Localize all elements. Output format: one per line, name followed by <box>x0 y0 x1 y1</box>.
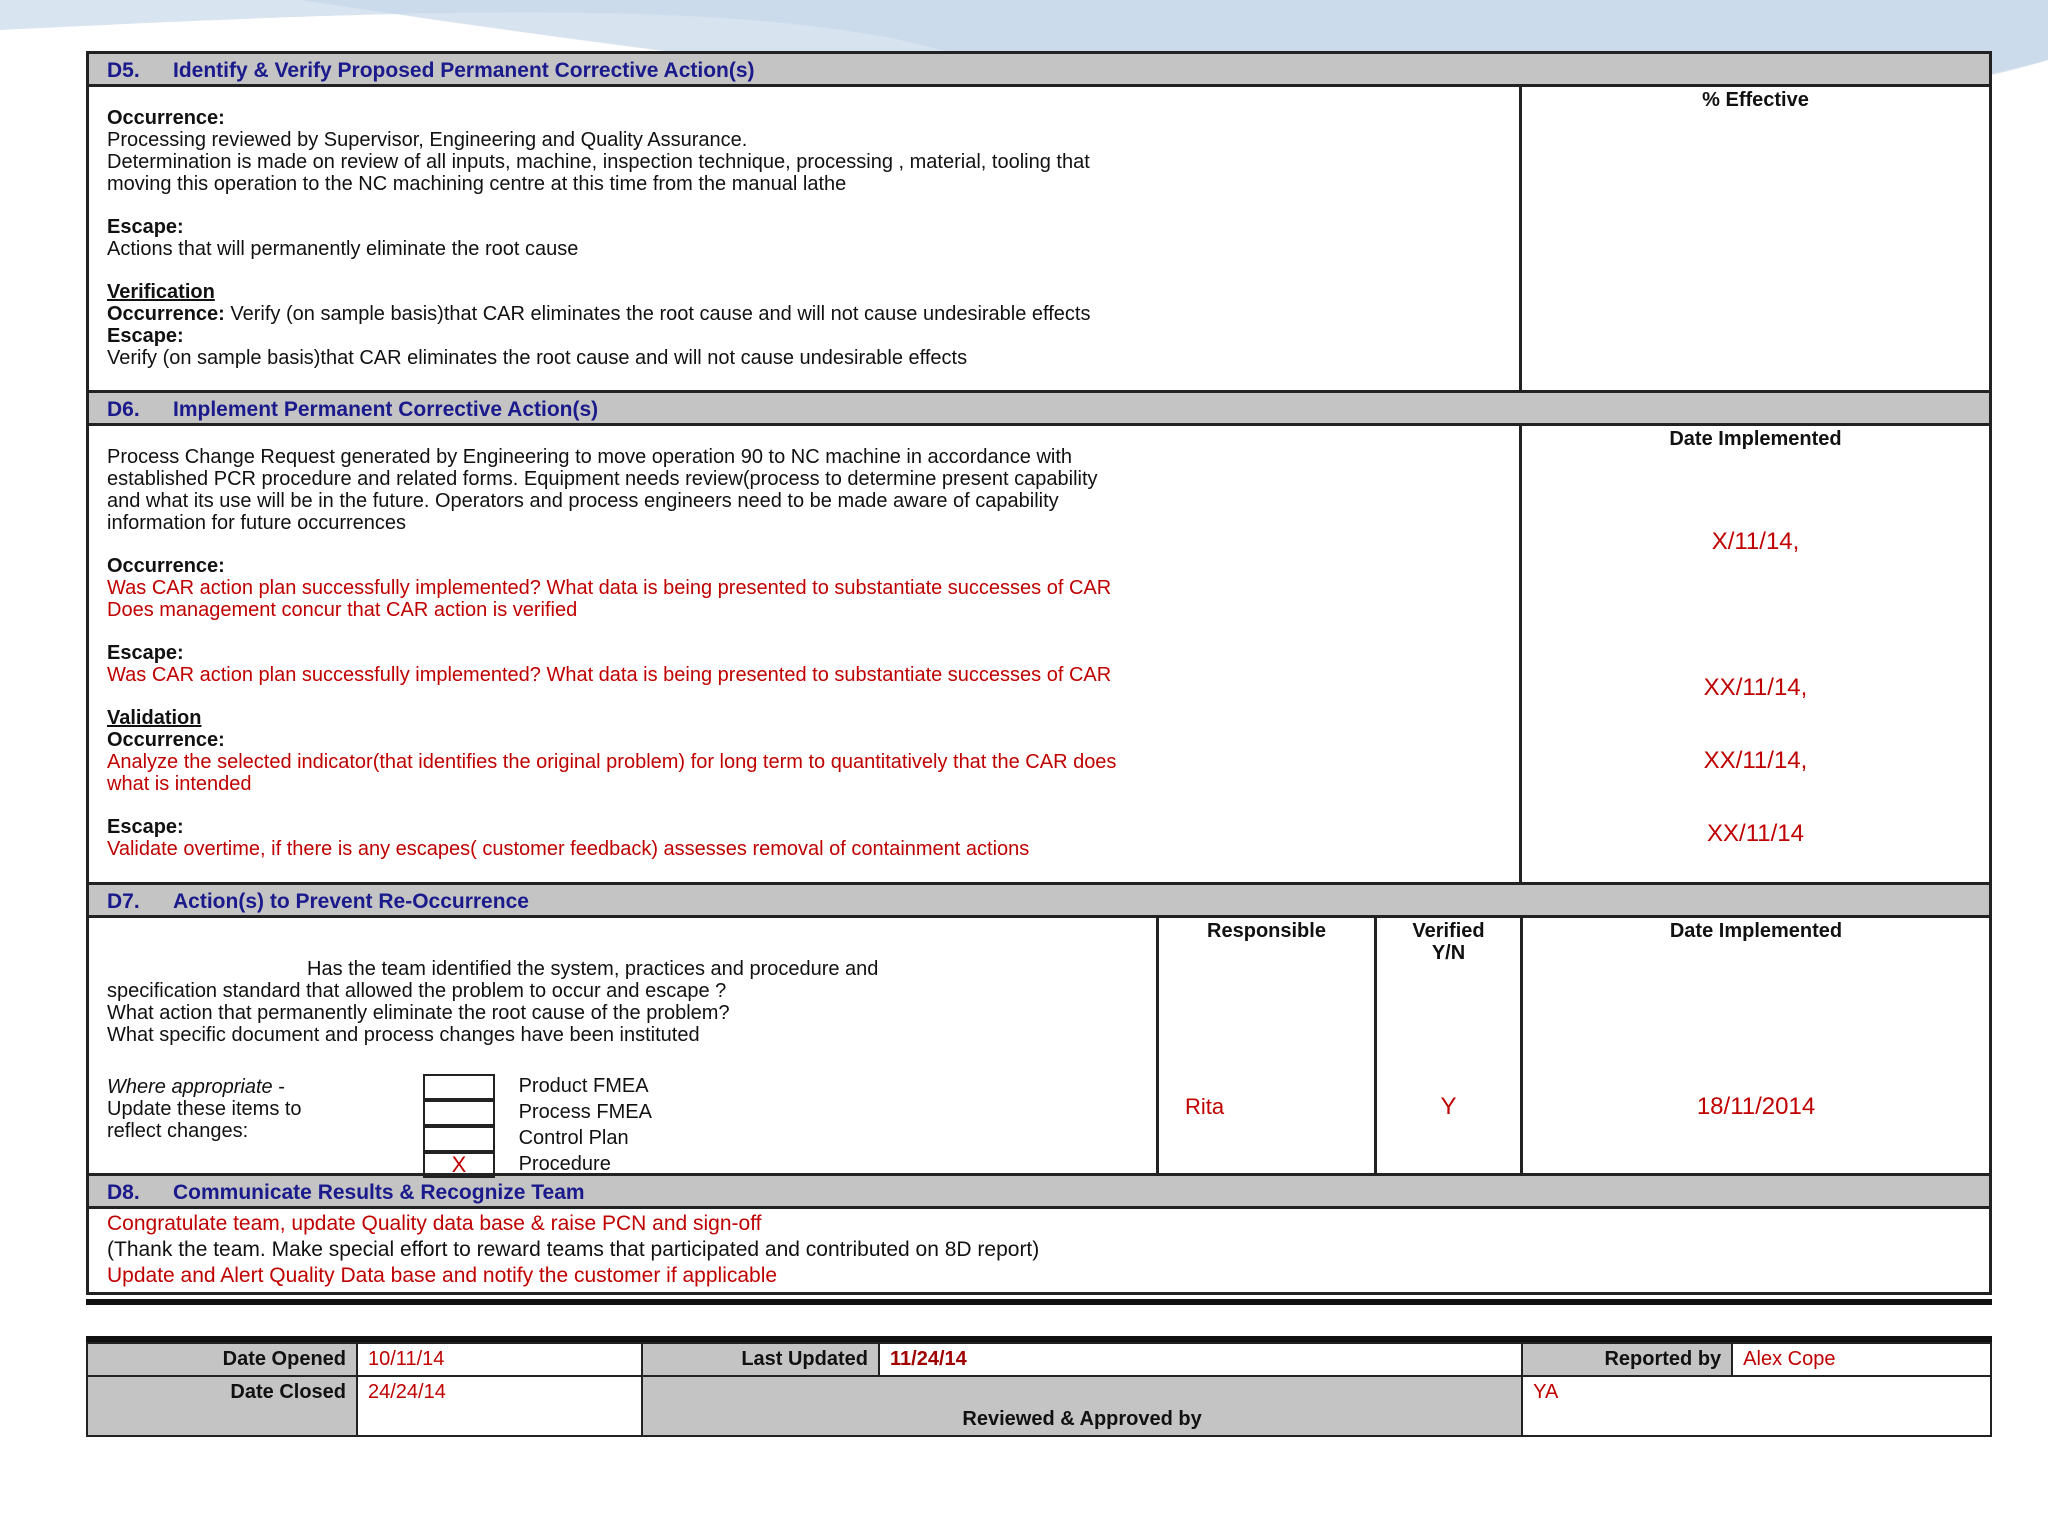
d7-title: Action(s) to Prevent Re-Occurrence <box>173 890 529 913</box>
d7-update-line: Update these items to <box>107 1098 302 1120</box>
d7-check-label: Procedure <box>518 1153 611 1176</box>
d6-date-value: XX/11/14, <box>1703 747 1808 774</box>
d7-content <box>89 918 1156 1177</box>
d6-val-escape-text: Validate overtime, if there is any escapes( customer feedback) assesses removal of containment actions <box>107 838 1030 860</box>
d6-date-title: Date Implemented <box>1669 428 1842 450</box>
d6-validation-label: Validation <box>107 707 202 729</box>
d7-responsible-title: Responsible <box>1207 920 1326 942</box>
d8-content <box>89 1209 1989 1292</box>
d6-occurrence-line: Was CAR action plan successfully implemented? What data is being presented to substantiate successes of CAR <box>107 577 1112 599</box>
d6-val-occurrence-label: Occurrence: <box>107 729 225 751</box>
d5-ver-occurrence-label: Occurrence: <box>107 303 225 325</box>
d6-date-column <box>1519 426 1989 882</box>
d7-responsible-value: Rita <box>1185 1094 1225 1119</box>
d6-intro-line: and what its use will be in the future. Operators and process engineers need to be made aware of capability <box>107 490 1059 512</box>
d6-escape-label: Escape: <box>107 642 184 664</box>
d7-question-line: Has the team identified the system, practices and procedure and <box>307 958 879 980</box>
date-closed-value[interactable]: 24/24/14 <box>357 1376 642 1436</box>
section-divider <box>86 1299 1992 1305</box>
reported-by-value[interactable]: Alex Cope <box>1732 1343 1991 1376</box>
report-sheet <box>86 51 1992 1305</box>
d7-check-label: Product FMEA <box>518 1075 649 1098</box>
d7-question-line: specification standard that allowed the problem to occur and escape ? <box>107 980 727 1002</box>
d6-title: Implement Permanent Corrective Action(s) <box>173 398 599 421</box>
d5-ver-occurrence-text: Verify (on sample basis)that CAR eliminates the root cause and will not cause undesirable effects <box>224 303 1091 325</box>
d5-occurrence-line: Processing reviewed by Supervisor, Engineering and Quality Assurance. <box>107 129 748 151</box>
process-fmea-checkbox[interactable] <box>423 1100 495 1126</box>
product-fmea-checkbox[interactable] <box>423 1074 495 1100</box>
d5-title: Identify & Verify Proposed Permanent Corrective Action(s) <box>173 59 755 82</box>
d6-val-occurrence-line: what is intended <box>107 773 252 795</box>
d6-intro-line: established PCR procedure and related forms. Equipment needs review(process to determine present capability <box>107 468 1098 490</box>
d7-check-label: Process FMEA <box>518 1101 652 1124</box>
d5-occurrence-line: Determination is made on review of all inputs, machine, inspection technique, processing , material, tooling that <box>107 151 1090 173</box>
d5-ver-escape-text: Verify (on sample basis)that CAR eliminates the root cause and will not cause undesirable effects <box>107 347 968 369</box>
d5-header <box>89 54 1989 87</box>
d5-escape-text: Actions that will permanently eliminate the root cause <box>107 238 579 260</box>
d7-verified-subtitle: Y/N <box>1431 942 1466 964</box>
d7-check-item <box>423 1126 652 1152</box>
d7-header <box>89 885 1989 918</box>
d5-code: D5. <box>107 59 140 82</box>
d8-line: (Thank the team. Make special effort to reward teams that participated and contributed on 8D report) <box>107 1238 1040 1261</box>
d6-val-escape-label: Escape: <box>107 816 184 838</box>
d7-check-item <box>423 1152 652 1178</box>
d7-date-title: Date Implemented <box>1669 920 1843 942</box>
d8-header <box>89 1176 1989 1209</box>
control-plan-checkbox[interactable] <box>423 1126 495 1152</box>
procedure-checkbox[interactable]: X <box>423 1152 495 1178</box>
d8-code: D8. <box>107 1181 140 1204</box>
d5-row <box>89 87 1989 393</box>
d5-content <box>89 87 1519 390</box>
d5-effective-title: % Effective <box>1702 89 1809 111</box>
d7-verified-title: Verified <box>1412 920 1485 942</box>
d7-update-line: reflect changes: <box>107 1120 249 1142</box>
d5-effective-column <box>1519 87 1989 390</box>
d6-row <box>89 426 1989 885</box>
d7-verified-column <box>1374 918 1520 1173</box>
reviewed-approved-value[interactable]: YA <box>1522 1376 1991 1436</box>
d7-checklist <box>423 1074 652 1178</box>
d7-check-item <box>423 1100 652 1126</box>
d7-check-item <box>423 1074 652 1100</box>
d5-escape-label: Escape: <box>107 216 184 238</box>
d6-intro-line: Process Change Request generated by Engineering to move operation 90 to NC machine in accordance with <box>107 446 1073 468</box>
d7-row <box>89 918 1989 1176</box>
d5-verification-label: Verification <box>107 281 215 303</box>
last-updated-label: Last Updated <box>642 1343 879 1376</box>
last-updated-value[interactable]: 11/24/14 <box>879 1343 1522 1376</box>
d5-occurrence-line: moving this operation to the NC machining centre at this time from the manual lathe <box>107 173 847 195</box>
d7-where-dash: - <box>272 1076 285 1098</box>
d6-escape-text: Was CAR action plan successfully implemented? What data is being presented to substantiate successes of CAR <box>107 664 1112 686</box>
d8-line: Congratulate team, update Quality data base & raise PCN and sign-off <box>107 1212 762 1235</box>
footer-table <box>86 1342 1992 1437</box>
report-frame <box>86 51 1992 1295</box>
d7-where-block <box>107 1076 407 1142</box>
d7-check-label: Control Plan <box>518 1127 629 1150</box>
d7-responsible-column <box>1156 918 1374 1173</box>
report-footer <box>86 1336 1992 1437</box>
d5-occurrence-label: Occurrence: <box>107 107 225 129</box>
d7-date-value: 18/11/2014 <box>1696 1093 1816 1120</box>
d6-date-value: XX/11/14, <box>1703 674 1808 701</box>
d7-date-column <box>1520 918 1989 1173</box>
d6-header <box>89 393 1989 426</box>
d7-question-line: What action that permanently eliminate the root cause of the problem? <box>107 1002 730 1024</box>
date-opened-label: Date Opened <box>87 1343 357 1376</box>
d8-title: Communicate Results & Recognize Team <box>173 1181 585 1204</box>
d7-verified-value: Y <box>1440 1093 1457 1120</box>
date-opened-value[interactable]: 10/11/14 <box>357 1343 642 1376</box>
d7-where-label: Where appropriate <box>107 1076 273 1098</box>
d6-occurrence-label: Occurrence: <box>107 555 225 577</box>
d6-content <box>89 426 1519 882</box>
d6-code: D6. <box>107 398 140 421</box>
d6-date-value: XX/11/14 <box>1707 820 1804 847</box>
reviewed-approved-label: Reviewed & Approved by <box>642 1376 1522 1436</box>
d6-date-value: X/11/14, <box>1711 528 1800 555</box>
reported-by-label: Reported by <box>1522 1343 1732 1376</box>
d6-val-occurrence-line: Analyze the selected indicator(that identifies the original problem) for long term to quantitatively that the CAR does <box>107 751 1117 773</box>
d6-intro-line: information for future occurrences <box>107 512 407 534</box>
d6-occurrence-line: Does management concur that CAR action is verified <box>107 599 578 621</box>
date-closed-label: Date Closed <box>87 1376 357 1436</box>
d7-question-line: What specific document and process changes have been instituted <box>107 1024 700 1046</box>
d8-row <box>89 1209 1989 1295</box>
d8-line: Update and Alert Quality Data base and notify the customer if applicable <box>107 1264 778 1287</box>
d7-code: D7. <box>107 890 140 913</box>
d5-ver-escape-label: Escape: <box>107 325 184 347</box>
